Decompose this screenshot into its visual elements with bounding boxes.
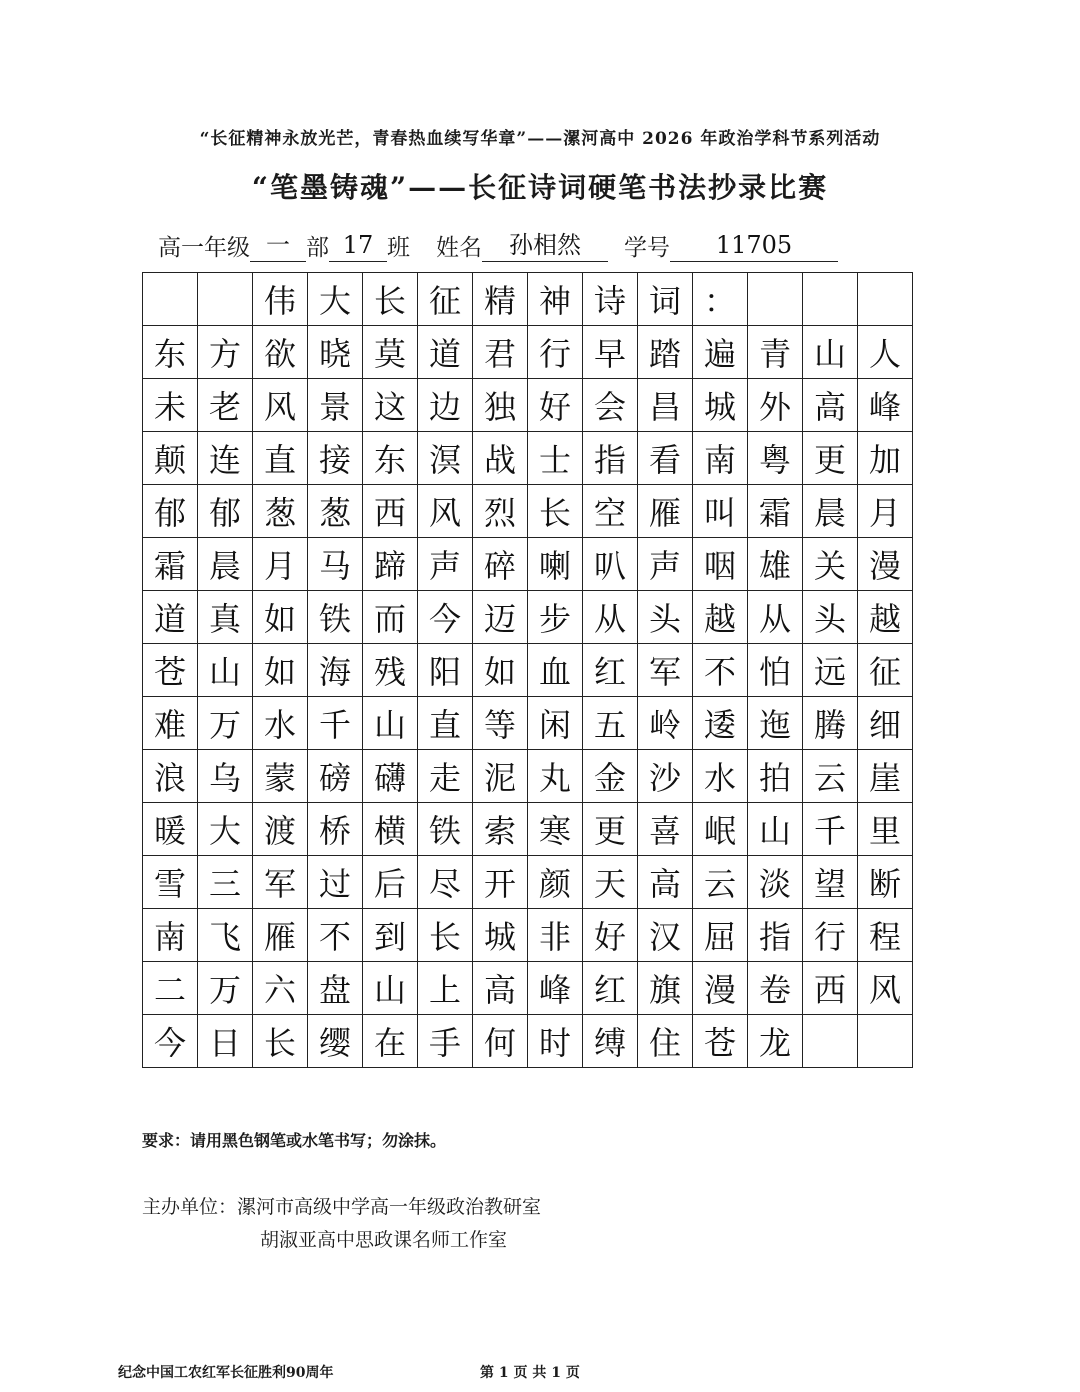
grid-cell: 头 xyxy=(803,591,858,644)
grid-cell: 山 xyxy=(748,803,803,856)
grid-cell: 烈 xyxy=(473,485,528,538)
grid-cell: 里 xyxy=(858,803,913,856)
class-field: 17 xyxy=(329,229,387,262)
grid-cell: 万 xyxy=(198,962,253,1015)
grid-cell: 山 xyxy=(363,697,418,750)
grid-cell: 西 xyxy=(363,485,418,538)
grid-cell: 开 xyxy=(473,856,528,909)
grid-cell: 道 xyxy=(418,326,473,379)
grid-row xyxy=(143,273,913,326)
grid-cell: 士 xyxy=(528,432,583,485)
grid-cell: 马 xyxy=(308,538,363,591)
grid-cell: 更 xyxy=(803,432,858,485)
grid-cell: 山 xyxy=(363,962,418,1015)
organizer-line-1: 主办单位：漯河市高级中学高一年级政治教研室 xyxy=(142,1196,542,1218)
grid-cell: 二 xyxy=(143,962,198,1015)
grid-cell: 高 xyxy=(638,856,693,909)
event-subtitle: “长征精神永放光芒，青春热血续写华章”——漯河高中 2026 年政治学科节系列活动 xyxy=(199,129,881,149)
grid-cell: 崖 xyxy=(858,750,913,803)
document-title: “笔墨铸魂”——长征诗词硬笔书法抄录比赛 xyxy=(251,171,829,204)
grid-cell: 红 xyxy=(583,644,638,697)
grid-cell: 长 xyxy=(363,273,418,326)
grid-cell: 好 xyxy=(528,379,583,432)
grid-cell: 血 xyxy=(528,644,583,697)
class-label: 班 xyxy=(387,235,410,261)
name-label: 姓名 xyxy=(436,235,482,261)
student-id-label: 学号 xyxy=(624,235,670,261)
grid-cell: 过 xyxy=(308,856,363,909)
grid-cell: 望 xyxy=(803,856,858,909)
grid-cell: 上 xyxy=(418,962,473,1015)
grid-cell: 南 xyxy=(143,909,198,962)
student-id-field: 11705 xyxy=(670,229,838,262)
grid-cell: 五 xyxy=(583,697,638,750)
grid-cell: 横 xyxy=(363,803,418,856)
grid-cell: 直 xyxy=(253,432,308,485)
grid-cell: 景 xyxy=(308,379,363,432)
grid-cell: 外 xyxy=(748,379,803,432)
grid-cell: 颜 xyxy=(528,856,583,909)
department-label: 部 xyxy=(306,235,329,261)
grid-cell: 淡 xyxy=(748,856,803,909)
grid-cell: 沙 xyxy=(638,750,693,803)
grid-row xyxy=(143,962,913,1015)
grid-cell: 三 xyxy=(198,856,253,909)
grid-cell: 在 xyxy=(363,1015,418,1068)
grid-cell: 叫 xyxy=(693,485,748,538)
grid-cell: 战 xyxy=(473,432,528,485)
grid-cell: 边 xyxy=(418,379,473,432)
grid-cell: 住 xyxy=(638,1015,693,1068)
grid-cell: 早 xyxy=(583,326,638,379)
grid-cell: 蹄 xyxy=(363,538,418,591)
grid-cell: 征 xyxy=(858,644,913,697)
grid-cell: 尽 xyxy=(418,856,473,909)
grid-cell: 晨 xyxy=(803,485,858,538)
grid-cell: 今 xyxy=(418,591,473,644)
grid-cell: 溟 xyxy=(418,432,473,485)
grid-cell: 何 xyxy=(473,1015,528,1068)
grid-cell: 山 xyxy=(198,644,253,697)
grid-cell: 千 xyxy=(308,697,363,750)
grid-cell: 岭 xyxy=(638,697,693,750)
grid-cell: 这 xyxy=(363,379,418,432)
grid-cell: 细 xyxy=(858,697,913,750)
grid-cell: 水 xyxy=(693,750,748,803)
grid-cell: 东 xyxy=(363,432,418,485)
requirement-note: 要求：请用黑色钢笔或水笔书写；勿涂抹。 xyxy=(142,1131,447,1150)
grid-cell: 晓 xyxy=(308,326,363,379)
grid-cell: 叭 xyxy=(583,538,638,591)
grid-cell: 接 xyxy=(308,432,363,485)
grid-cell: 大 xyxy=(308,273,363,326)
grid-cell xyxy=(803,1015,858,1068)
grid-row xyxy=(143,326,913,379)
grid-cell: 粤 xyxy=(748,432,803,485)
grid-row xyxy=(143,644,913,697)
grid-cell: 岷 xyxy=(693,803,748,856)
grid-cell: 指 xyxy=(583,432,638,485)
grid-cell: 水 xyxy=(253,697,308,750)
grid-cell: 铁 xyxy=(308,591,363,644)
grid-cell: 越 xyxy=(693,591,748,644)
grid-cell: 霜 xyxy=(748,485,803,538)
grid-cell: 到 xyxy=(363,909,418,962)
student-info-row xyxy=(158,222,838,262)
grid-cell: 加 xyxy=(858,432,913,485)
grid-cell: 风 xyxy=(418,485,473,538)
grid-cell: 指 xyxy=(748,909,803,962)
grid-cell: 越 xyxy=(858,591,913,644)
grid-cell: 远 xyxy=(803,644,858,697)
grid-cell: 苍 xyxy=(143,644,198,697)
grid-cell: 诗 xyxy=(583,273,638,326)
grid-cell: 后 xyxy=(363,856,418,909)
grid-cell: 怕 xyxy=(748,644,803,697)
grid-row xyxy=(143,538,913,591)
grid-cell: 高 xyxy=(803,379,858,432)
grid-cell: 头 xyxy=(638,591,693,644)
grid-cell: 城 xyxy=(693,379,748,432)
grid-row xyxy=(143,697,913,750)
grid-cell: 独 xyxy=(473,379,528,432)
grid-cell: 时 xyxy=(528,1015,583,1068)
grid-cell: 南 xyxy=(693,432,748,485)
grid-cell: 云 xyxy=(803,750,858,803)
grid-cell: 霜 xyxy=(143,538,198,591)
grid-row xyxy=(143,379,913,432)
grid-cell xyxy=(803,273,858,326)
grid-cell: 万 xyxy=(198,697,253,750)
grid-cell: 乌 xyxy=(198,750,253,803)
grid-cell: 郁 xyxy=(198,485,253,538)
grid-cell: 步 xyxy=(528,591,583,644)
grid-cell: 葱 xyxy=(308,485,363,538)
grid-cell: 汉 xyxy=(638,909,693,962)
grid-row xyxy=(143,485,913,538)
grid-cell: 礴 xyxy=(363,750,418,803)
grid-cell: 走 xyxy=(418,750,473,803)
grid-cell: 青 xyxy=(748,326,803,379)
grid-cell: 盘 xyxy=(308,962,363,1015)
grid-cell: 行 xyxy=(528,326,583,379)
grid-cell: 残 xyxy=(363,644,418,697)
grid-cell: 丸 xyxy=(528,750,583,803)
grid-cell: 长 xyxy=(253,1015,308,1068)
grid-cell: 金 xyxy=(583,750,638,803)
grid-cell: 桥 xyxy=(308,803,363,856)
grid-cell: 直 xyxy=(418,697,473,750)
grid-row xyxy=(143,750,913,803)
grid-cell: 精 xyxy=(473,273,528,326)
grid-cell: 真 xyxy=(198,591,253,644)
grid-cell: 神 xyxy=(528,273,583,326)
grid-cell: 葱 xyxy=(253,485,308,538)
grid-cell: 缚 xyxy=(583,1015,638,1068)
grid-cell: 长 xyxy=(418,909,473,962)
grid-cell: 苍 xyxy=(693,1015,748,1068)
grid-cell: 雪 xyxy=(143,856,198,909)
grid-cell: 长 xyxy=(528,485,583,538)
grid-cell: 欲 xyxy=(253,326,308,379)
grid-cell: 漫 xyxy=(693,962,748,1015)
grid-cell: 关 xyxy=(803,538,858,591)
grid-cell: 道 xyxy=(143,591,198,644)
grid-cell: 人 xyxy=(858,326,913,379)
grid-cell: 迈 xyxy=(473,591,528,644)
grid-cell: 磅 xyxy=(308,750,363,803)
grid-cell: 龙 xyxy=(748,1015,803,1068)
grid-cell: 如 xyxy=(473,644,528,697)
grid-cell: 颠 xyxy=(143,432,198,485)
grid-cell: 雁 xyxy=(638,485,693,538)
grid-cell: 郁 xyxy=(143,485,198,538)
grid-cell: 天 xyxy=(583,856,638,909)
grid-cell: 飞 xyxy=(198,909,253,962)
grid-cell: 而 xyxy=(363,591,418,644)
grid-cell: 月 xyxy=(253,538,308,591)
grid-cell: 连 xyxy=(198,432,253,485)
grid-cell: 行 xyxy=(803,909,858,962)
grid-cell: 莫 xyxy=(363,326,418,379)
grid-cell: 喇 xyxy=(528,538,583,591)
grid-cell: 不 xyxy=(308,909,363,962)
grid-cell: 等 xyxy=(473,697,528,750)
grid-cell: 如 xyxy=(253,591,308,644)
grid-cell: 非 xyxy=(528,909,583,962)
grid-cell: 大 xyxy=(198,803,253,856)
grid-cell: 风 xyxy=(858,962,913,1015)
grid-cell: 高 xyxy=(473,962,528,1015)
grid-cell: 风 xyxy=(253,379,308,432)
grid-row xyxy=(143,432,913,485)
grid-cell: 手 xyxy=(418,1015,473,1068)
grid-cell: 迤 xyxy=(748,697,803,750)
grid-cell: 拍 xyxy=(748,750,803,803)
grid-cell: 寒 xyxy=(528,803,583,856)
grid-cell: 征 xyxy=(418,273,473,326)
grid-cell: 西 xyxy=(803,962,858,1015)
grid-cell: 如 xyxy=(253,644,308,697)
grid-cell: ： xyxy=(693,273,748,326)
grid-cell: 逶 xyxy=(693,697,748,750)
grid-cell: 喜 xyxy=(638,803,693,856)
grid-cell: 雄 xyxy=(748,538,803,591)
grid-cell: 难 xyxy=(143,697,198,750)
grid-cell: 雁 xyxy=(253,909,308,962)
grid-cell: 未 xyxy=(143,379,198,432)
grid-cell: 更 xyxy=(583,803,638,856)
grid-cell: 海 xyxy=(308,644,363,697)
grid-cell: 泥 xyxy=(473,750,528,803)
grid-cell: 看 xyxy=(638,432,693,485)
grid-cell: 峰 xyxy=(858,379,913,432)
grid-cell: 不 xyxy=(693,644,748,697)
grid-cell: 六 xyxy=(253,962,308,1015)
grid-cell: 声 xyxy=(418,538,473,591)
grid-cell: 君 xyxy=(473,326,528,379)
grid-cell: 日 xyxy=(198,1015,253,1068)
grid-cell: 咽 xyxy=(693,538,748,591)
department-field: 一 xyxy=(250,229,306,262)
writing-grid xyxy=(142,272,913,1068)
grid-cell: 声 xyxy=(638,538,693,591)
grid-cell: 索 xyxy=(473,803,528,856)
grid-row xyxy=(143,856,913,909)
grid-cell: 腾 xyxy=(803,697,858,750)
grid-cell: 东 xyxy=(143,326,198,379)
grid-cell: 千 xyxy=(803,803,858,856)
grid-cell: 月 xyxy=(858,485,913,538)
grid-cell xyxy=(748,273,803,326)
grid-cell xyxy=(858,273,913,326)
grid-cell xyxy=(198,273,253,326)
grid-row xyxy=(143,591,913,644)
grid-cell: 好 xyxy=(583,909,638,962)
grid-cell: 蒙 xyxy=(253,750,308,803)
grid-cell: 词 xyxy=(638,273,693,326)
footer-commemoration: 纪念中国工农红军长征胜利90周年 xyxy=(118,1365,334,1381)
grid-cell: 卷 xyxy=(748,962,803,1015)
grid-cell: 城 xyxy=(473,909,528,962)
grid-cell xyxy=(143,273,198,326)
footer-page-number: 第 1 页 共 1 页 xyxy=(480,1365,580,1381)
grid-cell: 空 xyxy=(583,485,638,538)
grid-cell: 碎 xyxy=(473,538,528,591)
name-field: 孙相然 xyxy=(482,229,608,262)
grid-row xyxy=(143,909,913,962)
grid-cell: 红 xyxy=(583,962,638,1015)
grid-cell: 程 xyxy=(858,909,913,962)
grid-cell xyxy=(858,1015,913,1068)
grid-cell: 峰 xyxy=(528,962,583,1015)
grid-cell: 从 xyxy=(583,591,638,644)
grid-cell: 闲 xyxy=(528,697,583,750)
grid-cell: 缨 xyxy=(308,1015,363,1068)
grid-cell: 晨 xyxy=(198,538,253,591)
grid-cell: 会 xyxy=(583,379,638,432)
grid-cell: 铁 xyxy=(418,803,473,856)
writing-grid-body xyxy=(143,273,913,1068)
grid-cell: 军 xyxy=(638,644,693,697)
grid-cell: 从 xyxy=(748,591,803,644)
grid-cell: 遍 xyxy=(693,326,748,379)
grid-cell: 昌 xyxy=(638,379,693,432)
grid-cell: 暖 xyxy=(143,803,198,856)
grid-cell: 漫 xyxy=(858,538,913,591)
grade-label: 高一年级 xyxy=(158,235,250,261)
grid-cell: 屈 xyxy=(693,909,748,962)
grid-cell: 山 xyxy=(803,326,858,379)
grid-cell: 浪 xyxy=(143,750,198,803)
grid-cell: 阳 xyxy=(418,644,473,697)
grid-cell: 伟 xyxy=(253,273,308,326)
grid-row xyxy=(143,1015,913,1068)
grid-cell: 踏 xyxy=(638,326,693,379)
grid-cell: 渡 xyxy=(253,803,308,856)
grid-cell: 方 xyxy=(198,326,253,379)
grid-cell: 旗 xyxy=(638,962,693,1015)
organizer-line-2: 胡淑亚高中思政课名师工作室 xyxy=(260,1229,508,1251)
grid-cell: 断 xyxy=(858,856,913,909)
grid-cell: 老 xyxy=(198,379,253,432)
grid-cell: 军 xyxy=(253,856,308,909)
grid-row xyxy=(143,803,913,856)
grid-cell: 今 xyxy=(143,1015,198,1068)
grid-cell: 云 xyxy=(693,856,748,909)
